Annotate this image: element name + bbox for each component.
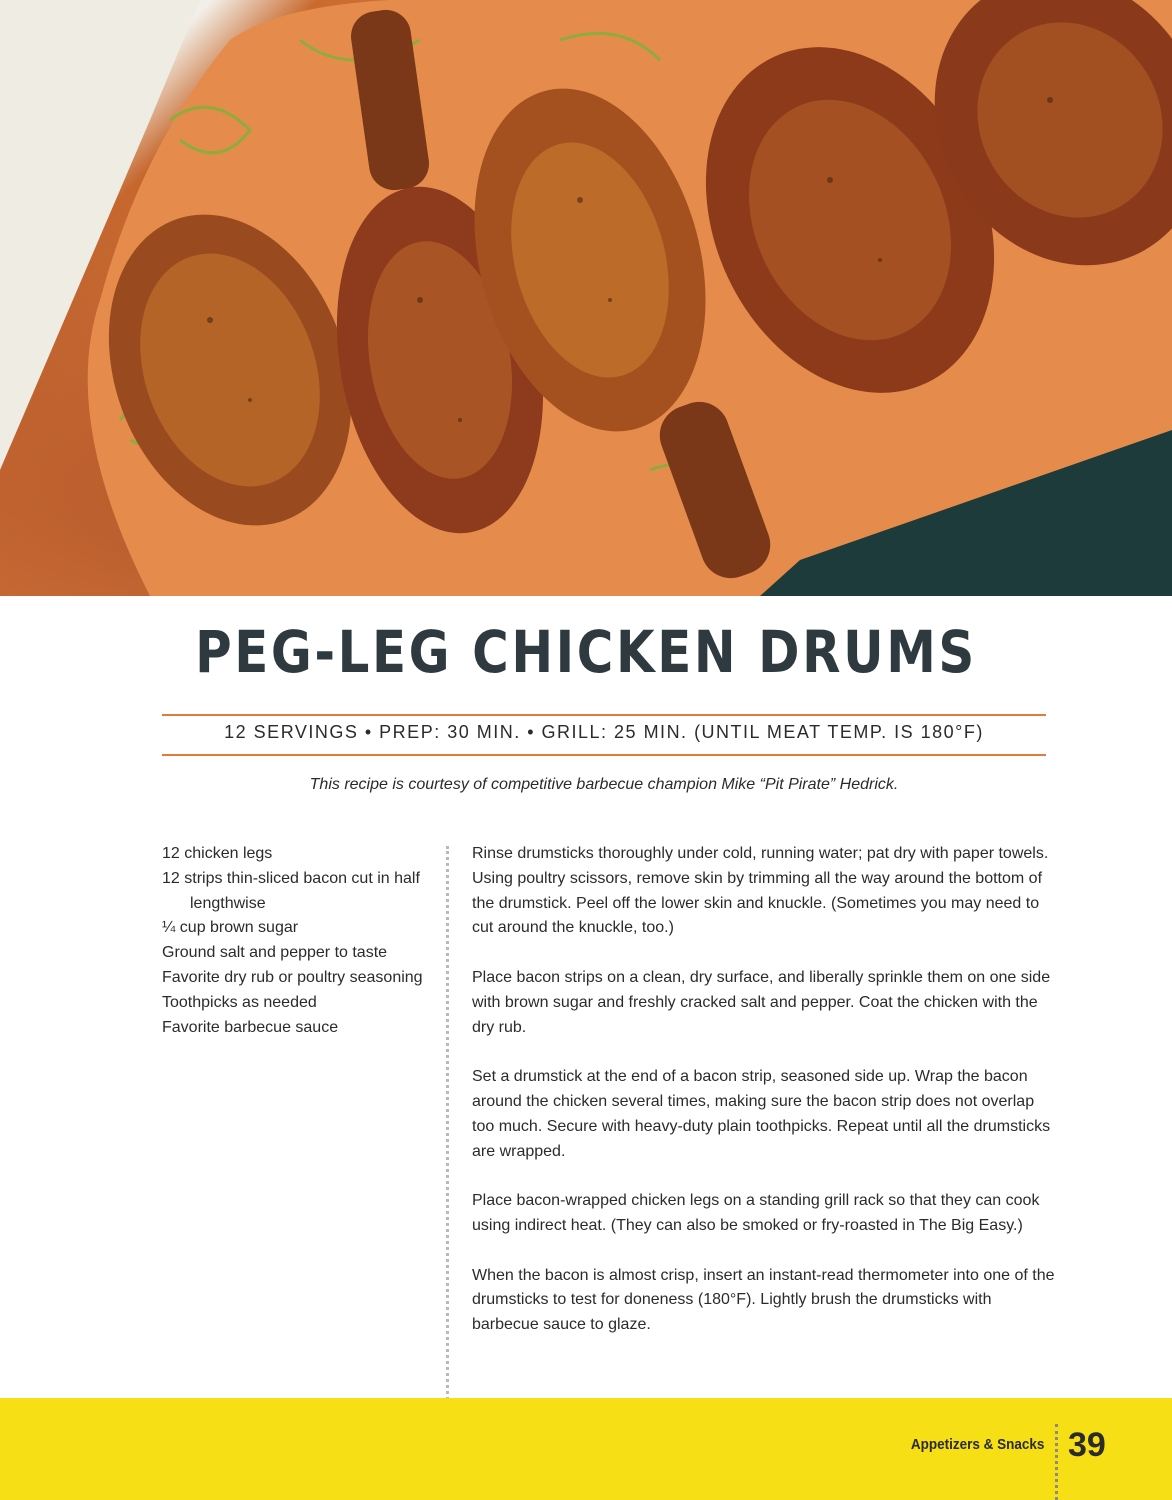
ingredients-list (162, 842, 432, 1040)
column-divider (446, 846, 449, 1406)
footer-divider (1055, 1424, 1058, 1500)
recipe-meta: 12 SERVINGS • PREP: 30 MIN. • GRILL: 25 MIN. (UNTIL MEAT TEMP. IS 180°F) (224, 722, 984, 742)
ingredient-item: Favorite barbecue sauce (162, 1018, 339, 1036)
page-footer (0, 1398, 1172, 1500)
recipe-intro: This recipe is courtesy of competitive barbecue champion Mike “Pit Pirate” Hedrick. (309, 776, 899, 793)
ingredient-item: Toothpicks as needed (162, 993, 317, 1011)
instruction-step: When the bacon is almost crisp, insert an instant-read thermometer into one of the drumsticks to test for doneness (180°F). Lightly brush the drumsticks with barbecue sauce to glaze. (472, 1266, 1055, 1334)
meta-top-rule (162, 714, 1046, 716)
instructions (472, 842, 1057, 1363)
section-name: Appetizers & Snacks (910, 1436, 1044, 1453)
instruction-step: Place bacon-wrapped chicken legs on a standing grill rack so that they can cook using indirect heat. (They can also be smoked or fry-roasted in The Big Easy.) (472, 1192, 1040, 1234)
instruction-step: Rinse drumsticks thoroughly under cold, running water; pat dry with paper towels. Using poultry scissors, remove skin by trimming all the way around the bottom of the drumstick. Peel off the lower skin and knuckle. (Sometimes you may need to cut around the knuckle, too.) (472, 845, 1049, 937)
ingredient-item: 12 strips thin-sliced bacon cut in half lengthwise (162, 869, 420, 912)
page-number: 39 (1068, 1426, 1106, 1464)
meta-bottom-rule (162, 754, 1046, 756)
instruction-step: Set a drumstick at the end of a bacon strip, seasoned side up. Wrap the bacon around the chicken several times, making sure the bacon strip does not overlap too much. Secure with heavy-duty plain toothpicks. Repeat until all the drumsticks are wrapped. (472, 1068, 1051, 1160)
ingredient-item: ¼ cup brown sugar (162, 919, 299, 937)
recipe-photo (0, 0, 1172, 596)
drumsticks-illustration (0, 0, 1172, 596)
ingredient-item: Favorite dry rub or poultry seasoning (162, 968, 423, 986)
recipe-title: PEG-LEG CHICKEN DRUMS (195, 618, 977, 686)
ingredient-item: Ground salt and pepper to taste (162, 944, 388, 962)
instruction-step: Place bacon strips on a clean, dry surface, and liberally sprinkle them on one side with brown sugar and freshly cracked salt and pepper. Coat the chicken with the dry rub. (472, 968, 1051, 1036)
ingredient-item: 12 chicken legs (162, 845, 273, 862)
